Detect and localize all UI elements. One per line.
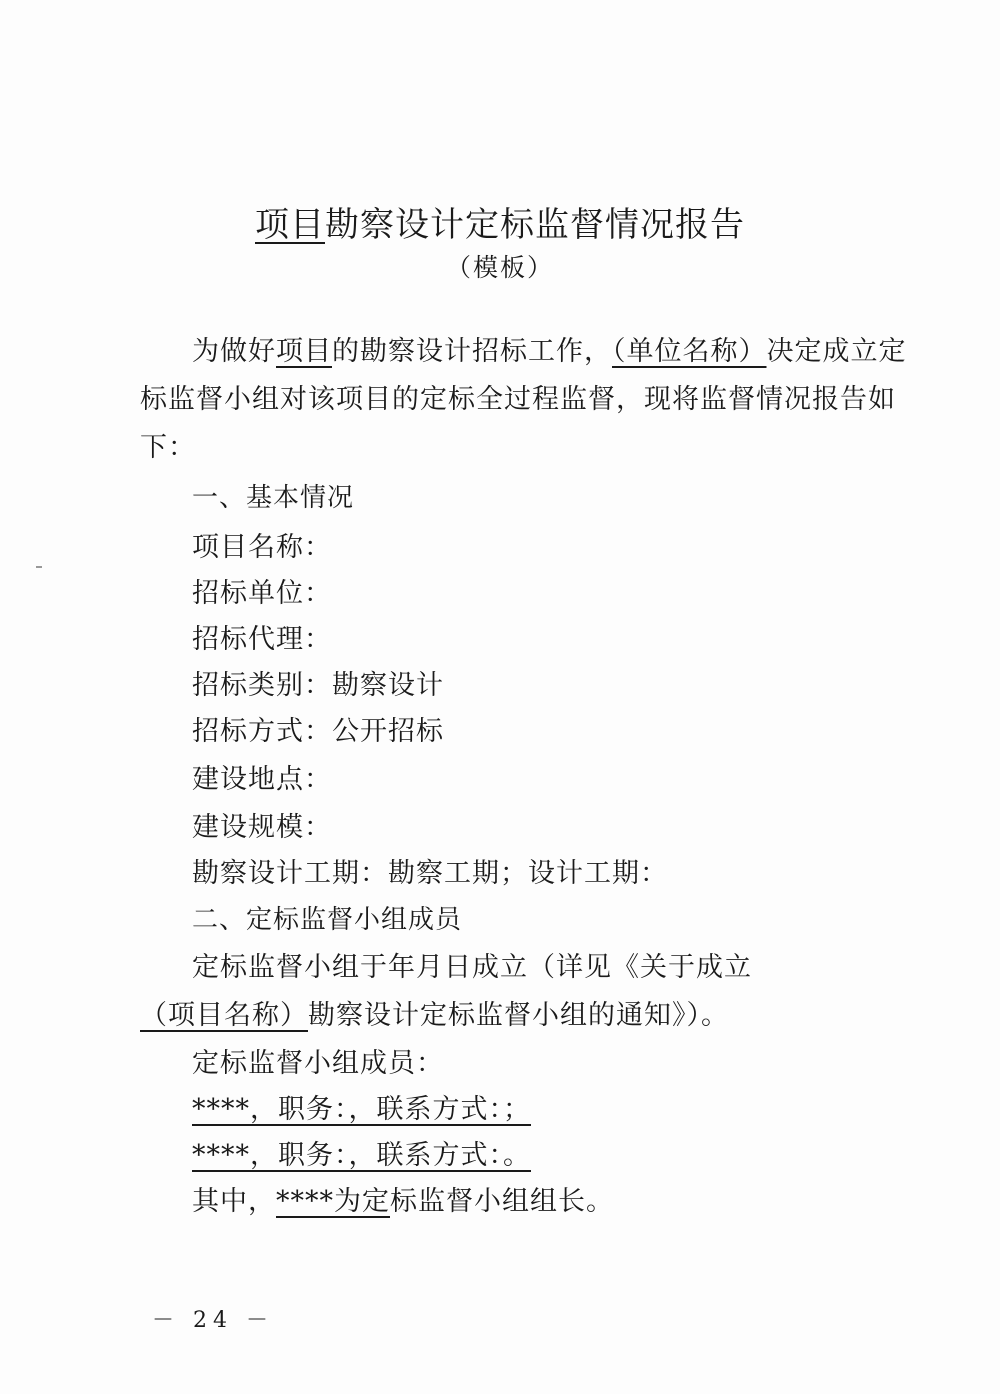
intro-text: 为做好 — [192, 336, 276, 367]
project-name-placeholder: （项目名称） — [140, 1000, 308, 1031]
leader-line — [192, 1185, 614, 1219]
intro-line-3: 下： — [140, 432, 196, 463]
intro-project-placeholder: 项目 — [276, 336, 332, 367]
info-item-duration: 勘察设计工期：勘察工期；设计工期： — [192, 858, 668, 889]
info-item-tender-agent: 招标代理： — [192, 624, 332, 655]
para-text: 勘察设计定标监督小组的通知》）。 — [308, 1000, 729, 1031]
member-entry-1: ****，职务：，联系方式：； — [192, 1094, 531, 1125]
info-item-scale: 建设规模： — [192, 812, 332, 843]
info-item-tender-unit: 招标单位： — [192, 578, 332, 609]
members-label: 定标监督小组成员： — [192, 1048, 444, 1079]
leader-text: 其中， — [192, 1186, 276, 1217]
intro-line-1 — [192, 335, 907, 369]
section-2-heading: 二、定标监督小组成员 — [192, 905, 463, 935]
section-2-para-line-2 — [140, 999, 729, 1033]
document-subtitle: （模板） — [445, 253, 554, 282]
page-number: － 24 － — [152, 1308, 274, 1333]
intro-text: 的勘察设计招标工作， — [332, 336, 612, 367]
scan-mark — [36, 566, 42, 568]
info-item-tender-category: 招标类别：勘察设计 — [192, 670, 444, 701]
info-item-tender-method: 招标方式：公开招标 — [192, 716, 444, 747]
info-item-location: 建设地点： — [192, 764, 332, 795]
leader-text: 标监督小组组长。 — [390, 1186, 614, 1217]
title-project-placeholder: 项目 — [255, 205, 325, 245]
intro-text: 决定成立定 — [766, 336, 907, 367]
section-2-para-line-1: 定标监督小组于年月日成立（详见《关于成立 — [192, 952, 752, 983]
title-text: 勘察设计定标监督情况报告 — [325, 205, 745, 245]
leader-placeholder: ****为定 — [276, 1186, 390, 1217]
document-title — [0, 205, 1000, 245]
member-entry-2: ****，职务：，联系方式：。 — [192, 1140, 531, 1171]
intro-unit-placeholder: （单位名称） — [612, 336, 767, 367]
section-1-heading: 一、基本情况 — [192, 483, 355, 513]
info-item-project-name: 项目名称： — [192, 532, 332, 563]
intro-line-2: 标监督小组对该项目的定标全过程监督，现将监督情况报告如 — [140, 384, 896, 415]
